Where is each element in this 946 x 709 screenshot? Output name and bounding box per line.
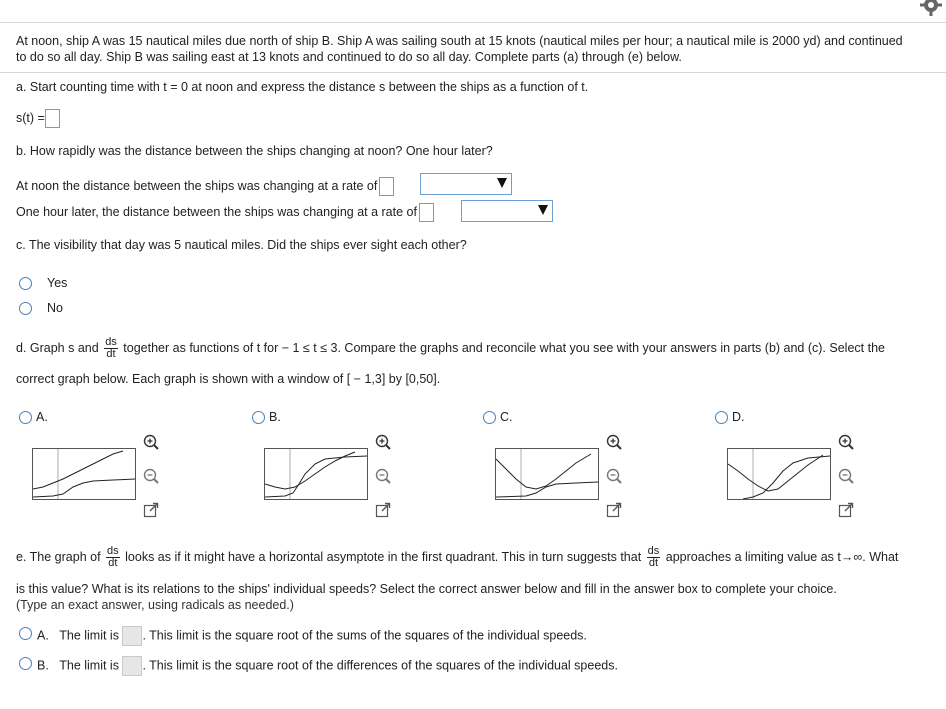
radio-graph-d[interactable] bbox=[715, 411, 728, 424]
s-of-t-input[interactable] bbox=[45, 109, 60, 128]
zoom-out-icon[interactable] bbox=[143, 468, 159, 484]
limit-b-letter: B. bbox=[37, 658, 49, 673]
part-a-question: a. Start counting time with t = 0 at noon and express the distance s between the ships as a function of t. bbox=[16, 80, 589, 94]
radio-graph-c[interactable] bbox=[483, 411, 496, 424]
rate-noon-label: At noon the distance between the ships was changing at a rate of bbox=[16, 178, 378, 193]
part-e-lead: e. The graph of bbox=[16, 549, 101, 564]
graph-c-thumbnail[interactable] bbox=[495, 448, 599, 500]
ds-dt-fraction: $\frac{ds}{dt}$ bbox=[647, 545, 660, 569]
part-e-line-2: is this value? What is its relations to the ships' individual speeds? Select the correct answer below and fill in the answer box to complete your choice. bbox=[16, 582, 837, 596]
rate-one-hour-input[interactable] bbox=[419, 203, 434, 222]
graph-d-thumbnail[interactable] bbox=[727, 448, 831, 500]
intro-line-1: At noon, ship A was 15 nautical miles due north of ship B. Ship A was sailing south at 15 knots (nautical miles per hour; a nautical mile is 2000 yd) and continued bbox=[16, 34, 903, 48]
radio-graph-a[interactable] bbox=[19, 411, 32, 424]
radio-yes[interactable] bbox=[19, 277, 32, 290]
option-yes-label: Yes bbox=[47, 276, 68, 290]
part-c-question: c. The visibility that day was 5 nautical miles. Did the ships ever sight each other? bbox=[16, 238, 467, 252]
graph-b-thumbnail[interactable] bbox=[264, 448, 368, 500]
option-no-label: No bbox=[47, 301, 63, 315]
zoom-in-icon[interactable] bbox=[375, 434, 391, 450]
radio-graph-b[interactable] bbox=[252, 411, 265, 424]
graph-d-label: D. bbox=[732, 410, 745, 424]
part-b-question: b. How rapidly was the distance between the ships changing at noon? One hour later? bbox=[16, 144, 493, 158]
part-d-rest: together as functions of t for − 1 ≤ t ≤ 3. Compare the graphs and reconcile what you see with your answers in parts (b) and (c). Select the bbox=[123, 340, 885, 355]
part-d-question bbox=[16, 337, 885, 360]
part-e-question bbox=[16, 546, 898, 569]
radio-limit-a[interactable] bbox=[19, 627, 32, 640]
expand-icon[interactable] bbox=[143, 502, 159, 518]
rate-noon-units-dropdown[interactable] bbox=[420, 173, 512, 195]
part-d-lead: d. Graph s and bbox=[16, 340, 99, 355]
intro-line-2: to do so all day. Ship B was sailing east at 13 knots and continued to do so all day. Complete parts (a) through (e) below. bbox=[16, 50, 682, 64]
intro-divider bbox=[0, 72, 946, 73]
limit-option-b bbox=[37, 656, 618, 676]
limit-b-post: . This limit is the square root of the differences of the squares of the individual speeds. bbox=[142, 658, 618, 673]
expand-icon[interactable] bbox=[606, 502, 622, 518]
zoom-in-icon[interactable] bbox=[606, 434, 622, 450]
part-e-end: approaches a limiting value as t→∞. What bbox=[665, 549, 899, 564]
dropdown-arrow-icon bbox=[538, 205, 548, 215]
part-e-mid: looks as if it might have a horizontal asymptote in the first quadrant. This in turn suggests that bbox=[125, 549, 642, 564]
dropdown-arrow-icon bbox=[497, 178, 507, 188]
graph-a-thumbnail[interactable] bbox=[32, 448, 136, 500]
expand-icon[interactable] bbox=[375, 502, 391, 518]
zoom-out-icon[interactable] bbox=[838, 468, 854, 484]
rate-one-hour-units-dropdown[interactable] bbox=[461, 200, 553, 222]
limit-a-input[interactable] bbox=[122, 626, 142, 646]
radio-limit-b[interactable] bbox=[19, 657, 32, 670]
settings-gear-icon[interactable] bbox=[920, 0, 942, 16]
limit-a-pre: The limit is bbox=[59, 628, 119, 643]
limit-b-pre: The limit is bbox=[59, 658, 119, 673]
part-d-line-2: correct graph below. Each graph is shown with a window of [ − 1,3] by [0,50]. bbox=[16, 372, 441, 386]
s-of-t-label: s(t) = bbox=[16, 110, 45, 125]
zoom-in-icon[interactable] bbox=[838, 434, 854, 450]
ds-dt-fraction: $\frac{ds}{dt}$ bbox=[107, 545, 119, 569]
graph-a-label: A. bbox=[36, 410, 48, 424]
ds-dt-fraction: $\frac{ds}{dt}$ bbox=[105, 336, 117, 360]
limit-a-letter: A. bbox=[37, 628, 49, 643]
top-divider bbox=[0, 22, 946, 23]
graph-b-label: B. bbox=[269, 410, 281, 424]
zoom-in-icon[interactable] bbox=[143, 434, 159, 450]
part-b-row-2 bbox=[16, 203, 434, 222]
limit-a-post: . This limit is the square root of the sums of the squares of the individual speeds. bbox=[142, 628, 587, 643]
expand-icon[interactable] bbox=[838, 502, 854, 518]
part-b-row-1 bbox=[16, 177, 394, 196]
part-e-instruction: (Type an exact answer, using radicals as needed.) bbox=[16, 598, 294, 612]
radio-no[interactable] bbox=[19, 302, 32, 315]
limit-option-a bbox=[37, 626, 587, 646]
zoom-out-icon[interactable] bbox=[375, 468, 391, 484]
part-a-answer-row bbox=[16, 109, 60, 128]
rate-noon-input[interactable] bbox=[379, 177, 394, 196]
limit-b-input[interactable] bbox=[122, 656, 142, 676]
graph-c-label: C. bbox=[500, 410, 513, 424]
rate-one-hour-label: One hour later, the distance between the ships was changing at a rate of bbox=[16, 204, 417, 219]
zoom-out-icon[interactable] bbox=[606, 468, 622, 484]
